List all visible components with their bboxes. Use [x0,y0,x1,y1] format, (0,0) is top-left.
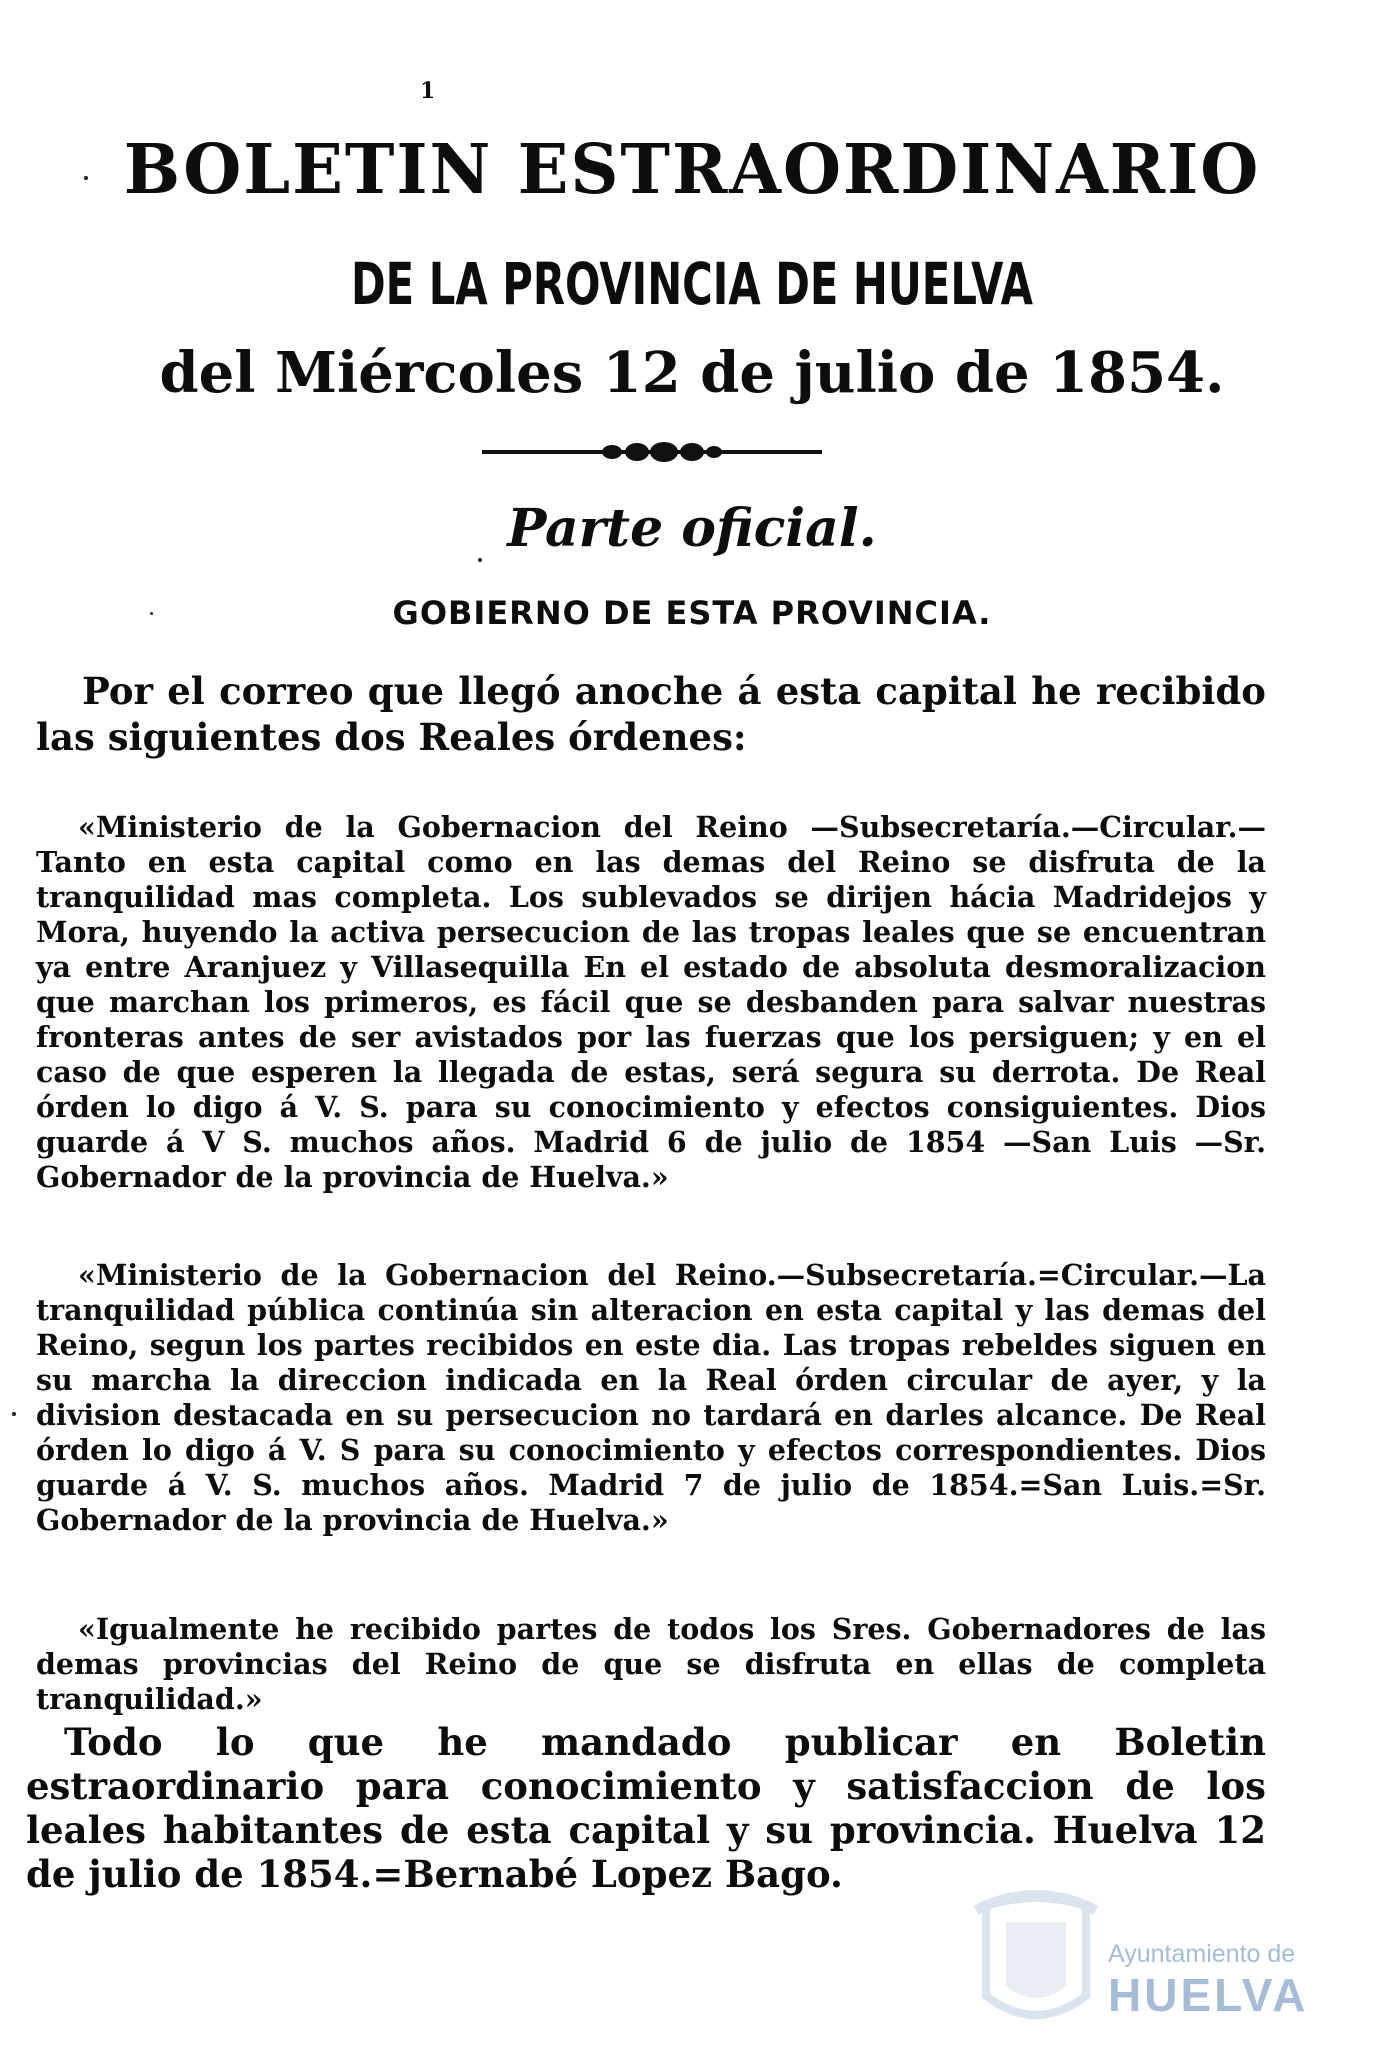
page-mark: 1 [420,78,436,104]
intro-paragraph: Por el correo que llegó anoche á esta capital he recibido las siguientes dos Reales órdenes: [36,669,1266,759]
print-speck [150,612,153,615]
ornament-divider-icon [482,440,822,464]
watermark-city: HUELVA [1108,1969,1309,2021]
bulletin-province-title: DE LA PROVINCIA DE HUELVA [351,250,1033,318]
governors-report: «Igualmente he recibido partes de todos los Sres. Gobernadores de las demas provincias del Reino de que se disfruta en ellas de completa tranquilidad.» [36,1612,1266,1716]
print-speck [478,558,482,562]
print-speck [84,176,88,180]
bulletin-date: del Miércoles 12 de julio de 1854. [159,340,1225,406]
royal-order-1: «Ministerio de la Gobernacion del Reino —Subsecretaría.—Circular.—Tanto en esta capital como en las demas del Reino se disfruta de la tranquilidad mas completa. Los sublevados se dirijen hácia Madridejos y Mora, huyendo la activa persecucion de las tropas leales que se encuentran ya entre Aranjuez y Villasequilla En el estado de absoluta desmoralizacion que marchan los primeros, es fácil que se desbanden para salvar nuestras fronteras antes de ser avistados por las fuerzas que los persiguen; y en el caso de que esperen la llegada de estas, será segura su derrota. De Real órden lo digo á V. S. para su conocimiento y efectos consiguientes. Dios guarde á V S. muchos años. Madrid 6 de julio de 1854 —San Luis —Sr. Gobernador de la provincia de Huelva.» [36,810,1266,1194]
section-heading: Parte oficial. [507,498,877,559]
section-subheading: GOBIERNO DE ESTA PROVINCIA. [392,594,992,632]
bulletin-title: BOLETIN ESTRAORDINARIO [123,130,1261,210]
closing-paragraph: Todo lo que he mandado publicar en Boletin estraordinario para conocimiento y satisfaccion de los leales habitantes de esta capital y su provincia. Huelva 12 de julio de 1854.=Bernabé Lopez Bago. [26,1720,1266,1896]
print-speck [12,1412,16,1416]
watermark-label: Ayuntamiento de [1108,1940,1296,1968]
royal-order-2: «Ministerio de la Gobernacion del Reino.—Subsecretaría.=Circular.—La tranquilidad pública continúa sin alteracion en esta capital y las demas del Reino, segun los partes recibidos en este dia. Las tropas rebeldes siguen en su marcha la direccion indicada en la Real órden circular de ayer, y la division destacada en su persecucion no tardará en darles alcance. De Real órden lo digo á V. S para su conocimiento y efectos correspondientes. Dios guarde á V. S. muchos años. Madrid 7 de julio de 1854.=San Luis.=Sr. Gobernador de la provincia de Huelva.» [36,1258,1266,1537]
